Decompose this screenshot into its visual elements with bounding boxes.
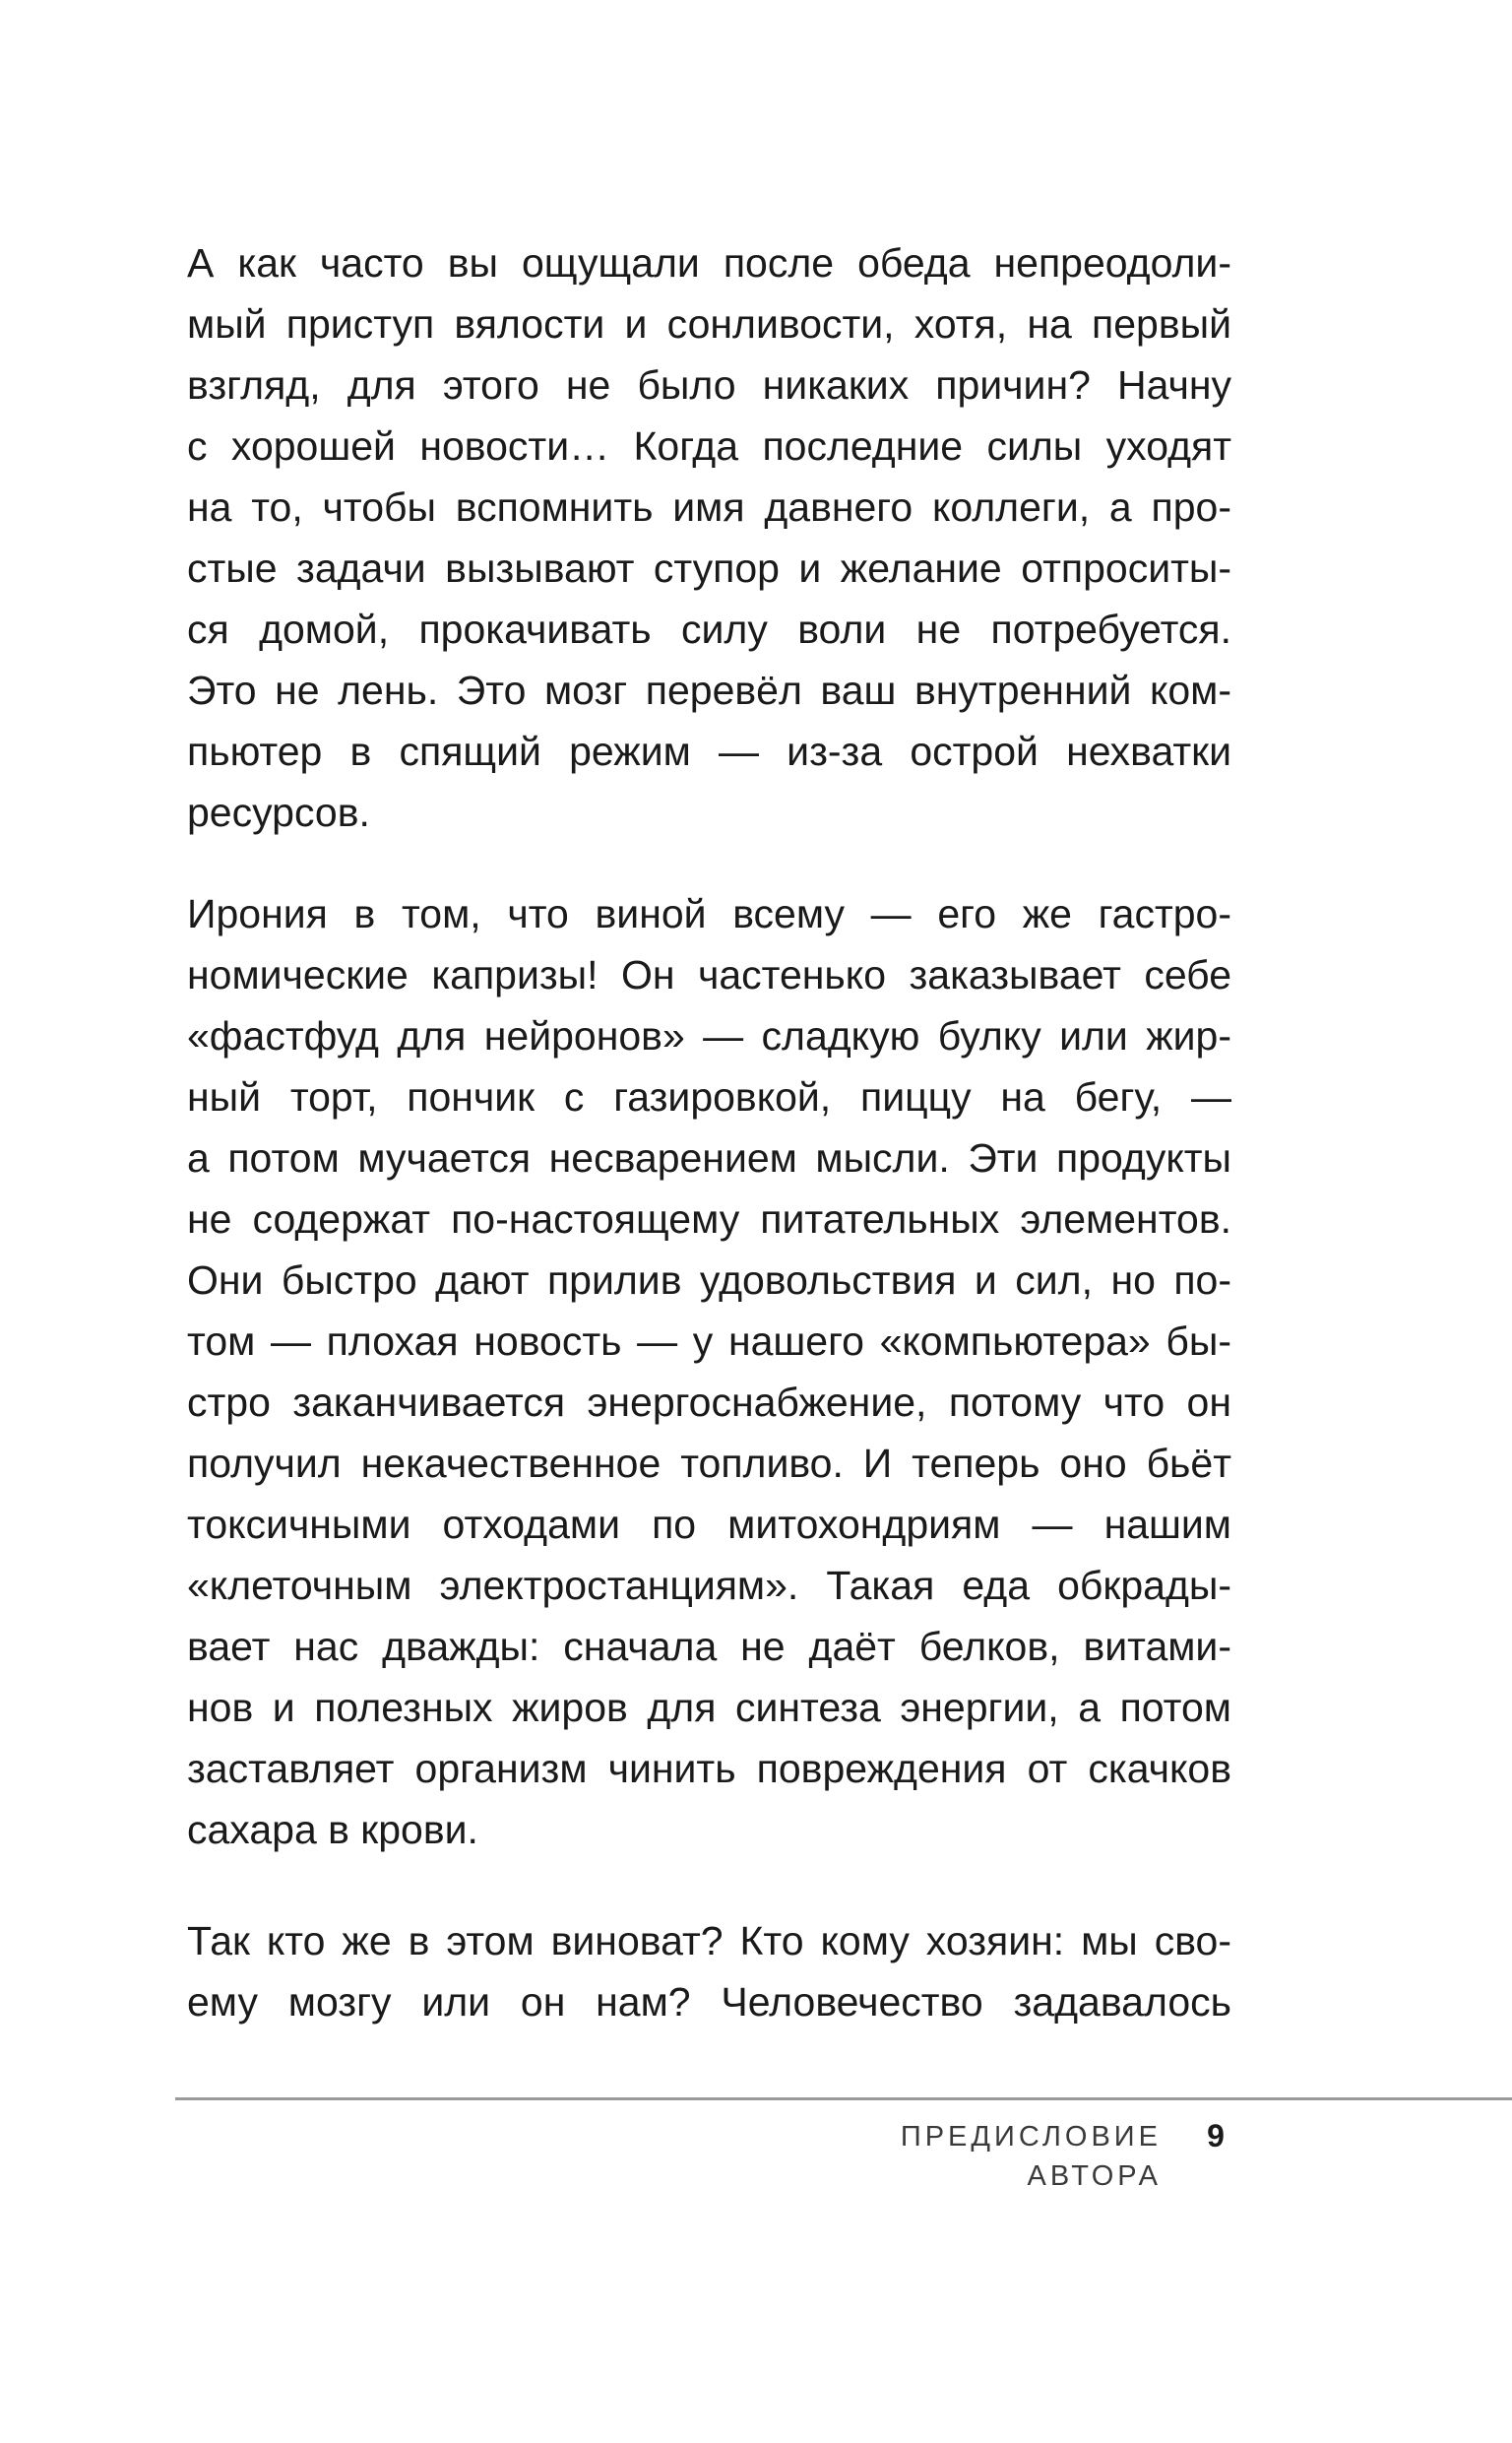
text-line: стые задачи вызывают ступор и желание отпроситы- — [187, 546, 1231, 591]
text-line: «фастфуд для нейронов» — сладкую булку или жир- — [187, 1013, 1231, 1059]
paragraph-1 — [187, 232, 1231, 843]
text-line: стро заканчивается энергоснабжение, потому что он — [187, 1380, 1231, 1425]
text-line: Так кто же в этом виноват? Кто кому хозяин: мы сво- — [187, 1918, 1231, 1963]
running-head: ПРЕДИСЛОВИЕ АВТОРА — [900, 2121, 1162, 2192]
text-line: на то, чтобы вспомнить имя давнего коллеги, а про- — [187, 484, 1231, 530]
text-line: мый приступ вялости и сонливости, хотя, на первый — [187, 301, 1231, 347]
text-line: нов и полезных жиров для синтеза энергии, а потом — [187, 1685, 1231, 1730]
text-line: вает нас дважды: сначала не даёт белков, витами- — [187, 1624, 1231, 1669]
text-line: пьютер в спящий режим — из-за острой нехватки — [187, 729, 1231, 774]
text-line: номические капризы! Он частенько заказывает себе — [187, 952, 1231, 997]
text-line: взгляд, для этого не было никаких причин? Начну — [187, 362, 1231, 408]
text-line: получил некачественное топливо. И теперь оно бьёт — [187, 1441, 1231, 1486]
text-line: Ирония в том, что виной всему — его же гастро- — [187, 891, 1231, 936]
text-line: ему мозгу или он нам? Человечество задавалось — [187, 1979, 1231, 2025]
text-line: не содержат по-настоящему питательных элементов. — [187, 1196, 1231, 1242]
text-line: токсичными отходами по митохондриям — нашим — [187, 1502, 1231, 1547]
text-line: ный торт, пончик с газировкой, пиццу на бегу, — — [187, 1074, 1231, 1120]
text-line: том — плохая новость — у нашего «компьютера» бы- — [187, 1318, 1231, 1364]
footer-divider — [175, 2097, 1512, 2100]
text-line: А как часто вы ощущали после обеда непреодоли- — [187, 240, 1231, 286]
text-line: с хорошей новости… Когда последние силы уходят — [187, 423, 1231, 469]
text-line: «клеточным электростанциям». Такая еда обкрады- — [187, 1563, 1231, 1608]
text-line: Они быстро дают прилив удовольствия и сил, но по- — [187, 1257, 1231, 1303]
paragraph-3 — [187, 1910, 1231, 2032]
text-line: сахара в крови. — [187, 1807, 478, 1852]
text-line: Это не лень. Это мозг перевёл ваш внутренний ком- — [187, 668, 1231, 713]
text-line: ся домой, прокачивать силу воли не потребуется. — [187, 607, 1231, 652]
text-line: а потом мучается несварением мысли. Эти продукты — [187, 1135, 1231, 1181]
paragraph-2 — [187, 883, 1231, 1860]
text-line: ресурсов. — [187, 790, 370, 835]
page-number: 9 — [1207, 2118, 1225, 2154]
text-line: заставляет организм чинить повреждения от скачков — [187, 1746, 1231, 1791]
